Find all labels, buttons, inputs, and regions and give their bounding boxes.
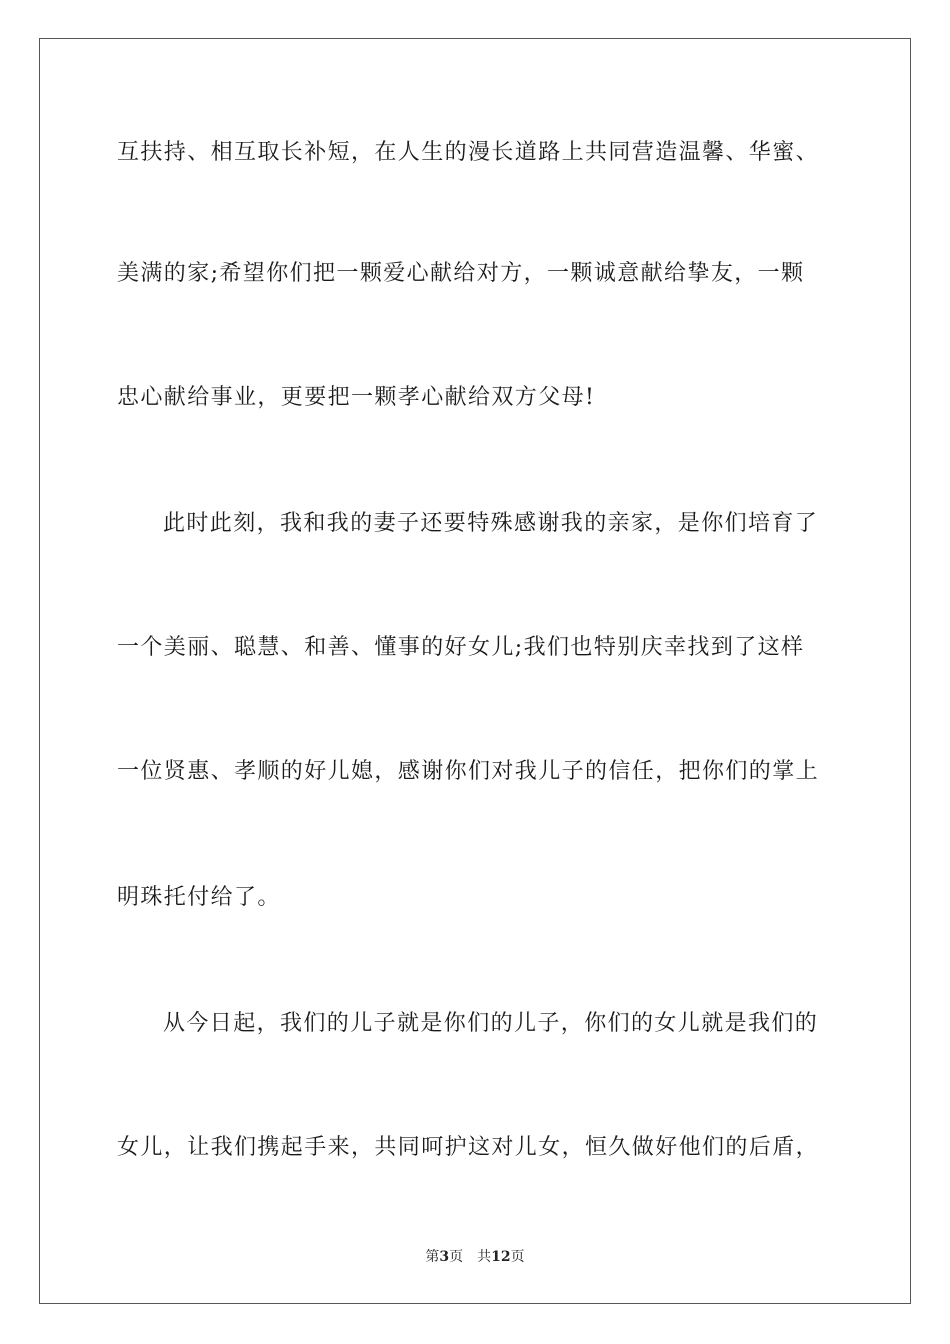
- body-line-9: 女儿，让我们携起手来，共同呵护这对儿女，恒久做好他们的后盾，: [117, 1135, 820, 1160]
- footer-page-current: 3: [439, 1249, 450, 1265]
- body-line-5: 一个美丽、聪慧、和善、懂事的好女儿;我们也特别庆幸找到了这样: [117, 635, 805, 660]
- footer-page-suffix: 页: [449, 1249, 464, 1265]
- body-line-8: 从今日起，我们的儿子就是你们的儿子，你们的女儿就是我们的: [163, 1011, 819, 1036]
- body-line-6: 一位贤惠、孝顺的好儿媳，感谢你们对我儿子的信任，把你们的掌上: [117, 759, 820, 784]
- page-footer: [0, 1248, 950, 1266]
- body-line-2: 美满的家;希望你们把一颗爱心献给对方，一颗诚意献给挚友，一颗: [117, 261, 805, 286]
- body-line-1: 互扶持、相互取长补短，在人生的漫长道路上共同营造温馨、华蜜、: [117, 140, 820, 165]
- page-border: [39, 38, 911, 1304]
- body-line-3: 忠心献给事业，更要把一颗孝心献给双方父母!: [117, 385, 596, 410]
- footer-total-prefix: 共: [477, 1249, 492, 1265]
- body-line-7: 明珠托付给了。: [117, 885, 281, 910]
- footer-total-suffix: 页: [510, 1249, 525, 1265]
- body-line-4: 此时此刻，我和我的妻子还要特殊感谢我的亲家，是你们培育了: [163, 511, 819, 536]
- footer-page-prefix: 第: [425, 1249, 440, 1265]
- footer-page-total: 12: [491, 1249, 511, 1265]
